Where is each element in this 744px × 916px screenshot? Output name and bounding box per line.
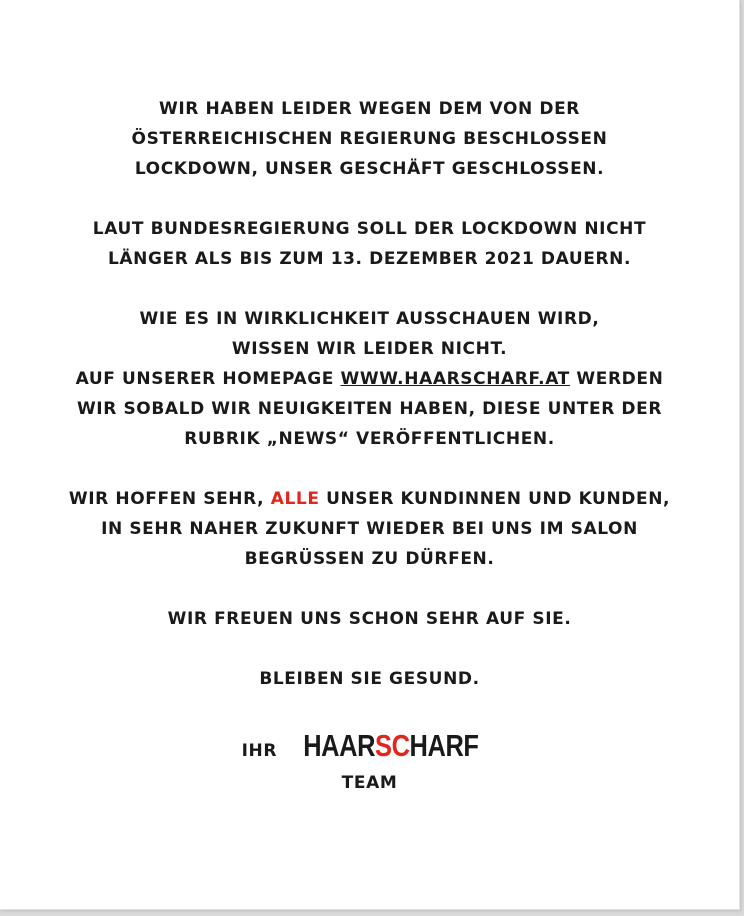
paragraph-news bbox=[0, 304, 739, 454]
signature-prefix: IHR bbox=[241, 741, 278, 761]
text-line: BLEIBEN SIE GESUND. bbox=[259, 669, 480, 689]
brand-logo bbox=[303, 724, 478, 768]
paragraph-looking-forward bbox=[0, 604, 739, 634]
text-line: LAUT BUNDESREGIERUNG SOLL DER LOCKDOWN NICHT bbox=[92, 219, 647, 239]
text-line: IN SEHR NAHER ZUKUNFT WIEDER BEI UNS IM SALON bbox=[101, 519, 638, 539]
text-line: WIR FREUEN UNS SCHON SEHR AUF SIE. bbox=[167, 609, 572, 629]
closure-notice bbox=[0, 94, 739, 798]
text-line: BEGRÜSSEN ZU DÜRFEN. bbox=[244, 549, 495, 569]
paragraph-duration bbox=[0, 214, 739, 274]
paragraph-stay-healthy bbox=[0, 664, 739, 694]
signature-block bbox=[0, 724, 739, 798]
text-line-with-highlight bbox=[0, 484, 739, 514]
highlight-word: ALLE bbox=[270, 489, 320, 509]
text-line: WIE ES IN WIRKLICHKEIT AUSSCHAUEN WIRD, bbox=[139, 309, 600, 329]
text-line: WIR HABEN LEIDER WEGEN DEM VON DER bbox=[159, 99, 580, 119]
text-line: WIR SOBALD WIR NEUIGKEITEN HABEN, DIESE UNTER DER bbox=[76, 399, 663, 419]
signature-suffix: TEAM bbox=[341, 773, 398, 793]
text-line: LOCKDOWN, UNSER GESCHÄFT GESCHLOSSEN. bbox=[134, 159, 605, 179]
text-segment: WIR HOFFEN SEHR, bbox=[68, 489, 271, 509]
brand-text-accent: SC bbox=[374, 728, 410, 763]
paragraph-lockdown bbox=[0, 94, 739, 184]
text-segment: UNSER KUNDINNEN UND KUNDEN, bbox=[319, 489, 671, 509]
text-line: RUBRIK „NEWS“ VERÖFFENTLICHEN. bbox=[184, 429, 555, 449]
text-line-with-link bbox=[0, 364, 739, 394]
text-line: LÄNGER ALS BIS ZUM 13. DEZEMBER 2021 DAUERN. bbox=[107, 249, 632, 269]
paragraph-hope bbox=[0, 484, 739, 574]
homepage-link[interactable]: WWW.HAARSCHARF.AT bbox=[340, 369, 570, 389]
brand-text: HARF bbox=[409, 728, 479, 763]
text-segment: AUF UNSERER HOMEPAGE bbox=[75, 369, 341, 389]
text-line: ÖSTERREICHISCHEN REGIERUNG BESCHLOSSEN bbox=[131, 129, 608, 149]
text-segment: WERDEN bbox=[569, 369, 664, 389]
text-line: WISSEN WIR LEIDER NICHT. bbox=[231, 339, 508, 359]
brand-text: HAAR bbox=[302, 728, 375, 763]
